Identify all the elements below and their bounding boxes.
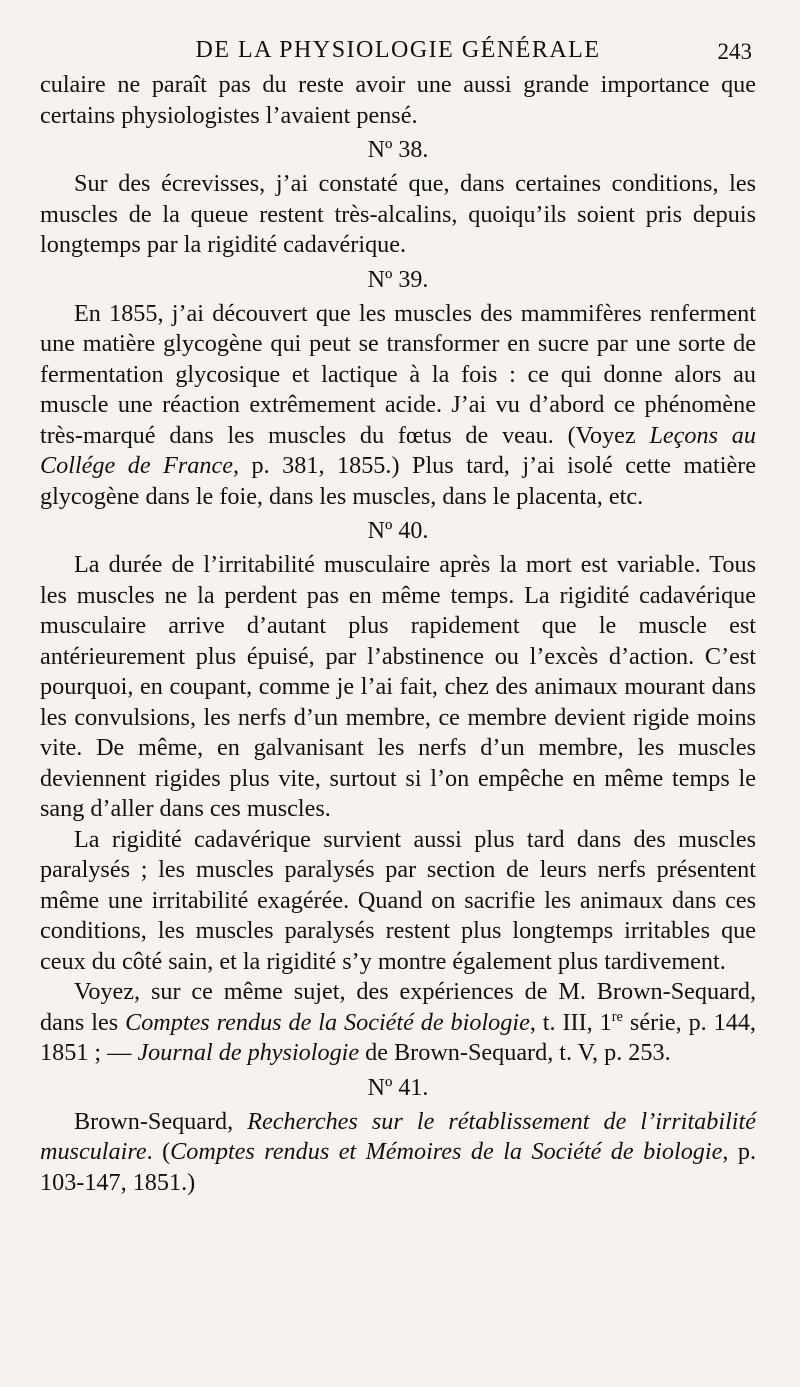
text-run: , t. III, 1 <box>529 1008 612 1036</box>
paragraph-40-3 <box>40 977 756 1069</box>
text-run: , p. 381, 1855.) Plus tard, j’ai isolé cette matière glycogène dans le foie, dans les muscles, dans le placenta, etc. <box>40 452 756 510</box>
italic-title: Comptes rendus et Mémoires de la Société de biologie <box>170 1138 723 1165</box>
italic-title: Journal de physiologie <box>137 1039 360 1066</box>
body-text <box>40 70 756 1198</box>
superscript: re <box>611 1008 623 1025</box>
text-run: Voyez, sur ce même sujet, des expériences de M. Brown-Sequard, dans les <box>40 978 756 1036</box>
text-run: Brown-Sequard, <box>74 1107 248 1135</box>
text-run: En 1855, j’ai découvert que les muscles des mammifères renferment une matière glycogène qui peut se transformer en sucre par une sorte de fermentation glycosique et lactique à la fois : ce qui donne alors au muscle une réaction extrêmement acide. J’ai vu d’abord ce phénomène très-marqué dans les muscles du fœtus de veau. (Voyez <box>40 299 756 449</box>
section-heading-40: Nº 40. <box>367 518 429 544</box>
italic-title: Leçons au Collége de France <box>40 421 756 479</box>
page-number: 243 <box>717 39 752 64</box>
running-title: DE LA PHYSIOLOGIE GÉNÉRALE <box>195 37 601 63</box>
text-run: série, p. 144, 1851 ; — <box>40 1008 756 1066</box>
text-run: de Brown-Sequard, t. V, p. 253. <box>359 1039 671 1066</box>
running-head <box>40 30 756 70</box>
paragraph-38-1: Sur des écrevisses, j’ai constaté que, dans certaines conditions, les muscles de la queue restent très-alcalins, quoiqu’ils soient pris depuis longtemps par la rigidité cadavérique. <box>40 170 756 258</box>
text-run: . ( <box>146 1138 171 1165</box>
section-heading-38: Nº 38. <box>367 137 429 163</box>
paragraph-40-1: La durée de l’irritabilité musculaire après la mort est variable. Tous les muscles ne la perdent pas en même temps. La rigidité cadavérique musculaire arrive d’autant plus rapidement que le muscle est antérieurement plus épuisé, par l’abstinence ou l’excès d’action. C’est pourquoi, en coupant, comme je l’ai fait, chez des animaux mourant dans les convulsions, les nerfs d’un membre, ce membre devient rigide moins vite. De même, en galvanisant les nerfs d’un membre, les muscles deviennent rigides plus vite, surtout si l’on empêche en même temps le sang d’aller dans ces muscles. <box>40 551 756 822</box>
continuation-paragraph: culaire ne paraît pas du reste avoir une aussi grande importance que certains physiologistes l’avaient pensé. <box>40 71 756 129</box>
paragraph-40-2: La rigidité cadavérique survient aussi plus tard dans des muscles paralysés ; les muscles paralysés par section de leurs nerfs présentent même une irritabilité exagérée. Quand on sacrifie les animaux dans ces conditions, les muscles paralysés restent plus longtemps irritables que ceux du côté sain, et la rigidité s’y montre également plus tardivement. <box>40 825 756 975</box>
italic-title: Recherches sur le rétablissement de l’irritabilité musculaire <box>40 1107 756 1165</box>
italic-title: Comptes rendus de la Société de biologie <box>125 1008 530 1036</box>
section-heading-41: Nº 41. <box>367 1074 429 1101</box>
paragraph-41-1 <box>40 1107 756 1199</box>
paragraph-39-1 <box>40 299 756 513</box>
section-heading-39: Nº 39. <box>367 266 429 293</box>
text-run: , p. 103-147, 1851.) <box>40 1138 757 1196</box>
